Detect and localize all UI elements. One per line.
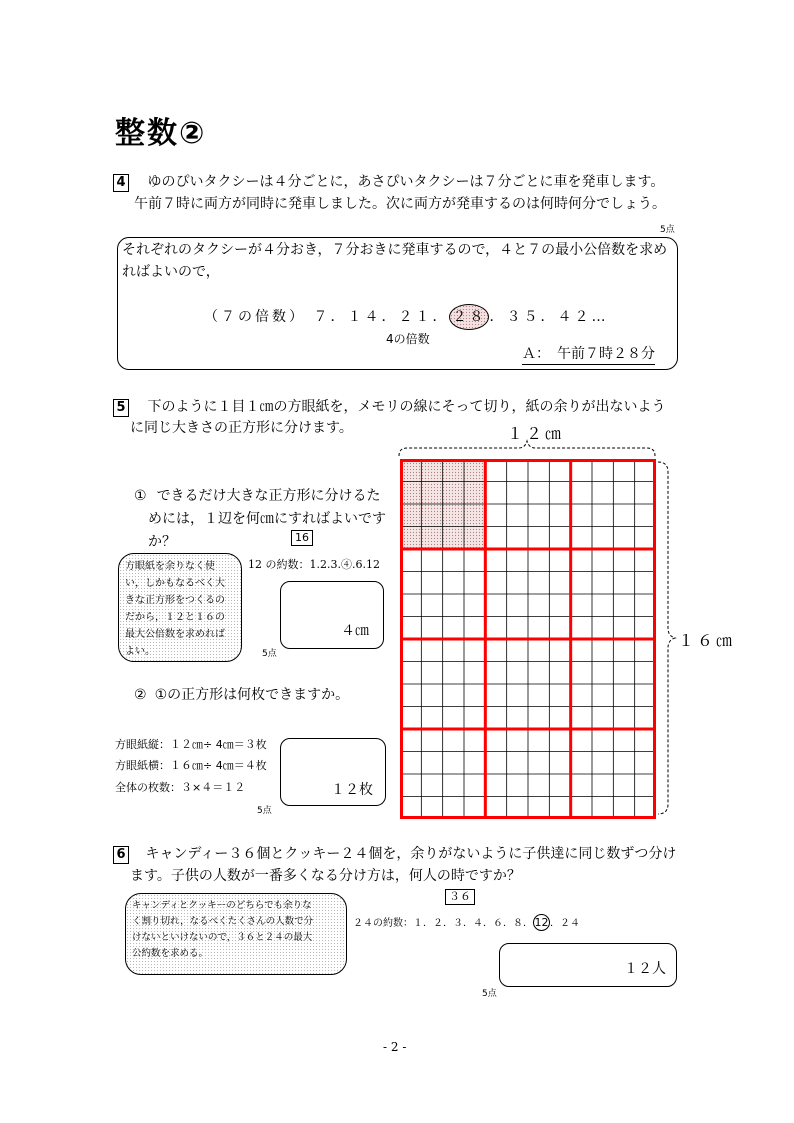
q6-divisors-b: ．２４ xyxy=(550,918,580,929)
q5-divisors: 12 の約数：1.2.3.④.6.12 xyxy=(248,558,380,571)
q6-note-box xyxy=(125,893,347,975)
q6-answer: １２人 xyxy=(624,961,666,977)
q5-points1: 5点 xyxy=(262,649,277,659)
q5-note-l2: い，しかもなるべく大 xyxy=(125,578,225,589)
q4-points: 5点 xyxy=(660,225,675,235)
q5-number: 5 xyxy=(113,399,129,417)
q4-question xyxy=(113,170,664,194)
q5-calc2: 方眼紙横：１６㎝÷ 4㎝＝４枚 xyxy=(115,759,267,772)
q5-note-l3: きな正方形をつくるの xyxy=(125,595,225,606)
q5-sub1-text-l3: か？ xyxy=(148,534,176,550)
q4-text-line2: 午前７時に両方が同時に発車しました。次に両方が発車するのは何時何分でしょう。 xyxy=(134,196,666,212)
q4-multiples-label: （７の倍数） xyxy=(204,309,306,325)
q4-answer: Ａ： 午前７時２８分 xyxy=(522,344,655,365)
q4-note-4: 4の倍数 xyxy=(386,332,430,346)
q4-expl-line2: ればよいので， xyxy=(122,264,220,280)
q5-note-l5: 最大公倍数を求めれば xyxy=(125,629,225,640)
q5-sub2-number: ② xyxy=(134,687,147,703)
q6-text-line2: ます。子供の人数が一番多くなる分け方は，何人の時ですか？ xyxy=(130,868,521,884)
q5-graph-paper xyxy=(400,459,656,819)
q5-answer1-box xyxy=(280,581,384,649)
q6-note-l3: けないといけないので，３６と２４の最大 xyxy=(132,932,313,943)
q6-tag: ３６ xyxy=(445,889,475,905)
q6-text-line1: キャンディー３６個とクッキー２４個を，余りがないように子供達に同じ数ずつ分け xyxy=(145,846,677,862)
q5-answer1: ４㎝ xyxy=(341,623,369,639)
q6-divisors xyxy=(353,914,580,931)
q4-text-line1: ゆのぴいタクシーは４分ごとに，あさぴいタクシーは７分ごとに車を発車します。 xyxy=(147,174,665,190)
q5-sub1-number: ① xyxy=(134,488,147,504)
q5-note-l6: よい。 xyxy=(125,646,155,657)
q4-multiples-a: ７．１４．２１． xyxy=(313,309,450,325)
q4-circled-28: ２８ xyxy=(449,304,489,330)
q5-answer2: １２枚 xyxy=(331,782,373,798)
q5-sub1-text-l1: できるだけ大きな正方形に分けるた xyxy=(156,488,381,504)
q4-expl-line1: それぞれのタクシーが４分おき，７分おきに発車するので，４と７の最小公倍数を求め xyxy=(122,242,668,258)
q5-sub1-line1 xyxy=(134,484,381,508)
q4-multiples-b: ．３５．４２… xyxy=(489,309,609,325)
q5-note-l1: 方眼紙を余りなく使 xyxy=(125,561,215,572)
q5-text-line1: 下のように１目１㎝の方眼紙を，メモリの線にそって切り，紙の余りが出ないよう xyxy=(147,399,666,415)
q5-sub2-text: ①の正方形は何枚できますか。 xyxy=(154,687,350,703)
q5-answer2-box xyxy=(280,738,386,806)
q6-question xyxy=(113,842,676,866)
q5-width-brace xyxy=(395,438,660,460)
q5-note-box xyxy=(118,553,242,662)
q6-note-l4: 公約数を求める。 xyxy=(132,948,209,959)
q5-sub1-tag: 16 xyxy=(291,530,313,546)
q5-sub1-text-l2: めには，１辺を何㎝にすればよいです xyxy=(148,511,386,527)
page-number: - 2 - xyxy=(383,1040,407,1054)
q6-divisors-a: ２４の約数：１．２．３．４．６．８． xyxy=(353,918,533,929)
q5-height-brace xyxy=(656,458,678,818)
q5-width-label: １２㎝ xyxy=(507,424,565,443)
q4-explanation-box xyxy=(117,237,678,370)
q6-answer-box xyxy=(499,943,677,987)
q4-number: 4 xyxy=(113,174,129,192)
q5-note-l4: だから，１２と１６の xyxy=(125,612,225,623)
q6-note-l1: キャンディとクッキーのどちらでも余りな xyxy=(132,900,312,911)
q5-points2: 5点 xyxy=(257,806,272,816)
q5-height-label: １６㎝ xyxy=(678,631,736,650)
q6-note-l2: く割り切れ，なるべくたくさんの人数で分 xyxy=(132,916,314,927)
q6-points: 5点 xyxy=(482,989,497,999)
q5-calc3: 全体の枚数：３×４＝１２ xyxy=(115,781,246,794)
q6-circled-12: 12 xyxy=(534,916,549,929)
q4-multiples xyxy=(204,304,608,330)
q5-text-line2: に同じ大きさの正方形に分けます。 xyxy=(130,420,353,436)
q6-number: 6 xyxy=(113,846,129,864)
q5-sub2 xyxy=(134,683,349,707)
page-title: 整数② xyxy=(115,116,207,151)
q5-calc1: 方眼紙縦：１２㎝÷ 4㎝＝３枚 xyxy=(115,738,267,751)
